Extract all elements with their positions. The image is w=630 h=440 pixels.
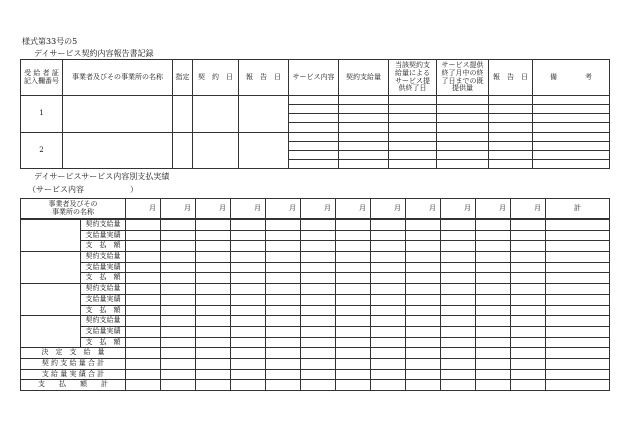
month-value-cell[interactable]	[371, 305, 406, 316]
month-value-cell[interactable]	[371, 337, 406, 348]
month-value-cell[interactable]	[231, 348, 266, 359]
month-value-cell[interactable]	[161, 348, 196, 359]
month-value-cell[interactable]	[301, 241, 336, 252]
month-value-cell[interactable]	[406, 220, 441, 231]
month-value-cell[interactable]	[406, 380, 441, 391]
summary-label: 支 給 量 実 績 合 計	[21, 369, 126, 380]
table-row	[21, 316, 610, 327]
month-value-cell[interactable]	[301, 348, 336, 359]
month-value-cell[interactable]	[336, 230, 371, 241]
month-value-cell[interactable]	[266, 369, 301, 380]
month-value-cell[interactable]	[161, 230, 196, 241]
month-value-cell[interactable]	[196, 241, 231, 252]
month-value-cell[interactable]	[266, 326, 301, 337]
month-value-cell[interactable]	[336, 316, 371, 327]
month-value-cell[interactable]	[476, 262, 511, 273]
month-value-cell[interactable]	[406, 337, 441, 348]
month-value-cell[interactable]	[126, 348, 161, 359]
provider-name-cell[interactable]	[21, 220, 81, 252]
month-value-cell[interactable]	[336, 262, 371, 273]
month-value-cell[interactable]	[301, 305, 336, 316]
month-value-cell[interactable]	[196, 316, 231, 327]
month-label: 月	[126, 199, 161, 219]
month-value-cell[interactable]	[476, 337, 511, 348]
month-value-cell[interactable]	[301, 230, 336, 241]
month-value-cell[interactable]	[371, 380, 406, 391]
month-value-cell[interactable]	[231, 316, 266, 327]
report-date-cell[interactable]	[239, 96, 289, 133]
month-value-cell[interactable]	[336, 326, 371, 337]
total-value-cell[interactable]	[546, 358, 610, 369]
amount-cell[interactable]	[339, 96, 389, 105]
month-value-cell[interactable]	[266, 241, 301, 252]
month-value-cell[interactable]	[441, 358, 476, 369]
row-label: 支給量実績	[81, 294, 126, 305]
header-designation: 指定	[173, 60, 193, 96]
month-value-cell[interactable]	[266, 273, 301, 284]
designation-cell[interactable]	[173, 133, 193, 169]
month-value-cell[interactable]	[511, 348, 546, 359]
month-value-cell[interactable]	[476, 316, 511, 327]
month-value-cell[interactable]	[301, 220, 336, 231]
row-label: 支 払 額	[81, 241, 126, 252]
month-value-cell[interactable]	[266, 348, 301, 359]
month-value-cell[interactable]	[196, 220, 231, 231]
month-value-cell[interactable]	[441, 220, 476, 231]
total-value-cell[interactable]	[546, 380, 610, 391]
month-value-cell[interactable]	[126, 316, 161, 327]
table-row	[21, 241, 610, 252]
month-value-cell[interactable]	[301, 273, 336, 284]
month-value-cell[interactable]	[476, 294, 511, 305]
month-value-cell[interactable]	[336, 273, 371, 284]
month-value-cell[interactable]	[371, 262, 406, 273]
month-value-cell[interactable]	[476, 220, 511, 231]
month-value-cell[interactable]	[406, 348, 441, 359]
month-value-cell[interactable]	[196, 358, 231, 369]
month-value-cell[interactable]	[161, 284, 196, 295]
row-label: 契約支給量	[81, 252, 126, 263]
month-label: 月	[336, 199, 371, 219]
month-value-cell[interactable]	[441, 348, 476, 359]
header-contract-date: 契 約 日	[193, 60, 239, 96]
month-value-cell[interactable]	[371, 326, 406, 337]
total-value-cell[interactable]	[546, 305, 610, 316]
header-end-date: 当該契約支 給量による サービス提 供終了日	[389, 60, 437, 96]
month-value-cell[interactable]	[161, 294, 196, 305]
month-value-cell[interactable]	[161, 380, 196, 391]
total-value-cell[interactable]	[546, 273, 610, 284]
service-label-open: （サービス内容	[28, 185, 84, 194]
month-value-cell[interactable]	[441, 316, 476, 327]
month-value-cell[interactable]	[371, 369, 406, 380]
month-value-cell[interactable]	[196, 262, 231, 273]
month-value-cell[interactable]	[126, 358, 161, 369]
month-value-cell[interactable]	[196, 284, 231, 295]
month-value-cell[interactable]	[231, 337, 266, 348]
month-label: 月	[511, 199, 546, 219]
header-report-date-2: 報 告 日	[489, 60, 533, 96]
month-label: 月	[266, 199, 301, 219]
row-label: 支 払 額	[81, 305, 126, 316]
contract-report-table	[20, 59, 610, 169]
header-provider: 事業者及びその事業所の名称	[63, 60, 173, 96]
month-value-cell[interactable]	[511, 305, 546, 316]
month-value-cell[interactable]	[406, 284, 441, 295]
summary-label: 決 定 支 給 量	[21, 348, 126, 359]
month-value-cell[interactable]	[301, 284, 336, 295]
month-value-cell[interactable]	[336, 294, 371, 305]
row-number: 2	[21, 133, 63, 169]
header-contract-amount: 契約支給量	[339, 60, 389, 96]
report2-cell[interactable]	[489, 96, 533, 105]
month-value-cell[interactable]	[511, 358, 546, 369]
month-value-cell[interactable]	[441, 337, 476, 348]
table-row	[21, 220, 610, 231]
month-value-cell[interactable]	[511, 284, 546, 295]
month-value-cell[interactable]	[441, 230, 476, 241]
month-value-cell[interactable]	[161, 305, 196, 316]
month-value-cell[interactable]	[301, 262, 336, 273]
month-value-cell[interactable]	[476, 230, 511, 241]
month-value-cell[interactable]	[126, 241, 161, 252]
month-value-cell[interactable]	[406, 273, 441, 284]
month-value-cell[interactable]	[161, 337, 196, 348]
month-value-cell[interactable]	[336, 241, 371, 252]
month-value-cell[interactable]	[231, 294, 266, 305]
month-value-cell[interactable]	[231, 380, 266, 391]
month-value-cell[interactable]	[406, 326, 441, 337]
contract-date-cell[interactable]	[193, 133, 239, 169]
month-value-cell[interactable]	[231, 326, 266, 337]
month-value-cell[interactable]	[231, 369, 266, 380]
designation-cell[interactable]	[173, 96, 193, 133]
month-label: 月	[441, 199, 476, 219]
month-value-cell[interactable]	[161, 326, 196, 337]
month-value-cell[interactable]	[266, 337, 301, 348]
total-value-cell[interactable]	[546, 252, 610, 263]
table-row	[21, 326, 610, 337]
month-value-cell[interactable]	[511, 316, 546, 327]
header-service: サービス内容	[289, 60, 339, 96]
month-value-cell[interactable]	[441, 294, 476, 305]
month-value-cell[interactable]	[406, 316, 441, 327]
total-value-cell[interactable]	[546, 369, 610, 380]
total-value-cell[interactable]	[546, 230, 610, 241]
row-label: 支 払 額	[81, 273, 126, 284]
month-value-cell[interactable]	[231, 305, 266, 316]
month-value-cell[interactable]	[196, 230, 231, 241]
month-value-cell[interactable]	[476, 326, 511, 337]
month-value-cell[interactable]	[196, 369, 231, 380]
month-value-cell[interactable]	[126, 326, 161, 337]
table-row	[21, 96, 610, 105]
month-label: 月	[301, 199, 336, 219]
month-value-cell[interactable]	[301, 294, 336, 305]
table-row	[21, 262, 610, 273]
month-value-cell[interactable]	[336, 358, 371, 369]
month-value-cell[interactable]	[511, 380, 546, 391]
month-value-cell[interactable]	[336, 284, 371, 295]
month-label: 月	[476, 199, 511, 219]
month-value-cell[interactable]	[371, 284, 406, 295]
month-value-cell[interactable]	[336, 337, 371, 348]
header-remarks: 備 考	[533, 60, 610, 96]
month-value-cell[interactable]	[371, 358, 406, 369]
month-value-cell[interactable]	[441, 273, 476, 284]
month-value-cell[interactable]	[336, 252, 371, 263]
payment-record-body	[20, 219, 610, 391]
total-label: 計	[546, 199, 610, 219]
month-value-cell[interactable]	[301, 337, 336, 348]
month-value-cell[interactable]	[301, 369, 336, 380]
month-value-cell[interactable]	[161, 241, 196, 252]
summary-row	[21, 369, 610, 380]
month-value-cell[interactable]	[511, 337, 546, 348]
table-row	[21, 252, 610, 263]
summary-label: 支 払 額 計	[21, 380, 126, 391]
month-value-cell[interactable]	[266, 294, 301, 305]
form-number: 様式第33号の5	[22, 37, 78, 46]
month-value-cell[interactable]	[126, 273, 161, 284]
month-value-cell[interactable]	[126, 252, 161, 263]
row-label: 契約支給量	[81, 220, 126, 231]
title-payment-record: デイサービスサービス内容別支払実績	[34, 172, 170, 181]
month-value-cell[interactable]	[126, 337, 161, 348]
header-provider-name: 事業者及びその 事業所の名称	[21, 199, 126, 219]
month-value-cell[interactable]	[336, 305, 371, 316]
remarks-cell[interactable]	[533, 96, 610, 105]
total-value-cell[interactable]	[546, 326, 610, 337]
month-label: 月	[196, 199, 231, 219]
total-value-cell[interactable]	[546, 348, 610, 359]
month-value-cell[interactable]	[336, 348, 371, 359]
service-label-close: ）	[130, 185, 138, 194]
row-number: 1	[21, 96, 63, 133]
month-value-cell[interactable]	[126, 284, 161, 295]
month-value-cell[interactable]	[511, 230, 546, 241]
month-value-cell[interactable]	[511, 252, 546, 263]
month-value-cell[interactable]	[371, 252, 406, 263]
month-value-cell[interactable]	[406, 262, 441, 273]
month-value-cell[interactable]	[266, 380, 301, 391]
month-value-cell[interactable]	[301, 380, 336, 391]
month-value-cell[interactable]	[231, 273, 266, 284]
month-value-cell[interactable]	[406, 230, 441, 241]
month-value-cell[interactable]	[511, 220, 546, 231]
month-value-cell[interactable]	[301, 316, 336, 327]
month-value-cell[interactable]	[371, 220, 406, 231]
row-label: 支給量実績	[81, 230, 126, 241]
month-value-cell[interactable]	[476, 241, 511, 252]
month-value-cell[interactable]	[371, 294, 406, 305]
table-row	[21, 284, 610, 295]
month-value-cell[interactable]	[301, 326, 336, 337]
row-label: 支 払 額	[81, 337, 126, 348]
month-value-cell[interactable]	[511, 369, 546, 380]
month-value-cell[interactable]	[161, 369, 196, 380]
month-value-cell[interactable]	[266, 284, 301, 295]
month-value-cell[interactable]	[511, 241, 546, 252]
month-value-cell[interactable]	[406, 358, 441, 369]
month-value-cell[interactable]	[476, 358, 511, 369]
summary-row	[21, 348, 610, 359]
month-value-cell[interactable]	[126, 230, 161, 241]
month-value-cell[interactable]	[266, 220, 301, 231]
month-value-cell[interactable]	[441, 326, 476, 337]
month-value-cell[interactable]	[441, 369, 476, 380]
table-row	[21, 294, 610, 305]
header-report-date: 報 告 日	[239, 60, 289, 96]
provider-cell[interactable]	[63, 133, 173, 169]
row-label: 契約支給量	[81, 316, 126, 327]
month-value-cell[interactable]	[511, 273, 546, 284]
end-date-cell[interactable]	[389, 96, 437, 105]
provider-name-cell[interactable]	[21, 284, 81, 316]
provider-cell[interactable]	[63, 96, 173, 133]
month-value-cell[interactable]	[511, 326, 546, 337]
month-value-cell[interactable]	[231, 358, 266, 369]
month-label: 月	[406, 199, 441, 219]
month-value-cell[interactable]	[406, 252, 441, 263]
total-value-cell[interactable]	[546, 294, 610, 305]
month-value-cell[interactable]	[196, 252, 231, 263]
month-value-cell[interactable]	[196, 305, 231, 316]
provided-cell[interactable]	[437, 96, 489, 105]
month-value-cell[interactable]	[126, 380, 161, 391]
month-value-cell[interactable]	[301, 358, 336, 369]
month-value-cell[interactable]	[371, 241, 406, 252]
month-value-cell[interactable]	[336, 220, 371, 231]
service-cell[interactable]	[289, 96, 339, 105]
month-value-cell[interactable]	[161, 273, 196, 284]
summary-row	[21, 358, 610, 369]
month-value-cell[interactable]	[161, 252, 196, 263]
month-value-cell[interactable]	[476, 305, 511, 316]
row-label: 支給量実績	[81, 262, 126, 273]
month-value-cell[interactable]	[266, 252, 301, 263]
month-value-cell[interactable]	[266, 262, 301, 273]
month-value-cell[interactable]	[231, 252, 266, 263]
table-row	[21, 337, 610, 348]
month-value-cell[interactable]	[196, 337, 231, 348]
month-value-cell[interactable]	[441, 305, 476, 316]
month-value-cell[interactable]	[196, 294, 231, 305]
month-value-cell[interactable]	[371, 273, 406, 284]
payment-record-table	[20, 198, 610, 219]
month-value-cell[interactable]	[161, 316, 196, 327]
month-value-cell[interactable]	[371, 316, 406, 327]
month-value-cell[interactable]	[161, 262, 196, 273]
report-date-cell[interactable]	[239, 133, 289, 169]
month-value-cell[interactable]	[196, 348, 231, 359]
month-value-cell[interactable]	[266, 230, 301, 241]
month-value-cell[interactable]	[266, 358, 301, 369]
table-row	[21, 133, 610, 142]
month-value-cell[interactable]	[476, 252, 511, 263]
month-value-cell[interactable]	[161, 358, 196, 369]
title-contract-report: デイサービス契約内容報告書記録	[34, 49, 154, 58]
month-value-cell[interactable]	[476, 284, 511, 295]
month-label: 月	[231, 199, 266, 219]
month-value-cell[interactable]	[441, 262, 476, 273]
month-value-cell[interactable]	[336, 369, 371, 380]
provider-name-cell[interactable]	[21, 252, 81, 284]
total-value-cell[interactable]	[546, 220, 610, 231]
header-recipient-no: 受 給 者 証 記入欄番号	[21, 60, 63, 96]
month-value-cell[interactable]	[196, 326, 231, 337]
total-value-cell[interactable]	[546, 316, 610, 327]
month-value-cell[interactable]	[126, 220, 161, 231]
month-value-cell[interactable]	[196, 380, 231, 391]
month-value-cell[interactable]	[266, 316, 301, 327]
contract-date-cell[interactable]	[193, 96, 239, 133]
month-value-cell[interactable]	[126, 369, 161, 380]
month-value-cell[interactable]	[126, 262, 161, 273]
month-value-cell[interactable]	[476, 380, 511, 391]
month-value-cell[interactable]	[476, 273, 511, 284]
summary-label: 契 約 支 給 量 合 計	[21, 358, 126, 369]
month-value-cell[interactable]	[476, 369, 511, 380]
month-value-cell[interactable]	[196, 273, 231, 284]
month-value-cell[interactable]	[476, 348, 511, 359]
month-value-cell[interactable]	[231, 284, 266, 295]
month-value-cell[interactable]	[406, 305, 441, 316]
month-value-cell[interactable]	[231, 241, 266, 252]
row-label: 支給量実績	[81, 326, 126, 337]
month-value-cell[interactable]	[441, 241, 476, 252]
table1-header-row	[21, 60, 610, 96]
month-value-cell[interactable]	[441, 380, 476, 391]
month-value-cell[interactable]	[336, 380, 371, 391]
month-value-cell[interactable]	[301, 252, 336, 263]
row-label: 契約支給量	[81, 284, 126, 295]
total-value-cell[interactable]	[546, 337, 610, 348]
total-value-cell[interactable]	[546, 284, 610, 295]
header-provided-amount: サービス提供 終了月中の終 了日までの既 提供量	[437, 60, 489, 96]
table-row	[21, 230, 610, 241]
provider-name-cell[interactable]	[21, 316, 81, 348]
summary-row	[21, 380, 610, 391]
table-row	[21, 273, 610, 284]
month-value-cell[interactable]	[371, 348, 406, 359]
month-value-cell[interactable]	[406, 369, 441, 380]
month-value-cell[interactable]	[126, 305, 161, 316]
month-value-cell[interactable]	[161, 220, 196, 231]
month-value-cell[interactable]	[371, 230, 406, 241]
month-value-cell[interactable]	[231, 230, 266, 241]
month-value-cell[interactable]	[406, 294, 441, 305]
month-label: 月	[161, 199, 196, 219]
total-value-cell[interactable]	[546, 262, 610, 273]
month-value-cell[interactable]	[266, 305, 301, 316]
month-value-cell[interactable]	[231, 220, 266, 231]
month-value-cell[interactable]	[406, 241, 441, 252]
month-value-cell[interactable]	[441, 252, 476, 263]
month-value-cell[interactable]	[511, 262, 546, 273]
month-label: 月	[371, 199, 406, 219]
month-value-cell[interactable]	[511, 294, 546, 305]
table-row	[21, 305, 610, 316]
total-value-cell[interactable]	[546, 241, 610, 252]
month-value-cell[interactable]	[231, 262, 266, 273]
month-value-cell[interactable]	[126, 294, 161, 305]
table2-header-row	[21, 199, 610, 219]
month-value-cell[interactable]	[441, 284, 476, 295]
